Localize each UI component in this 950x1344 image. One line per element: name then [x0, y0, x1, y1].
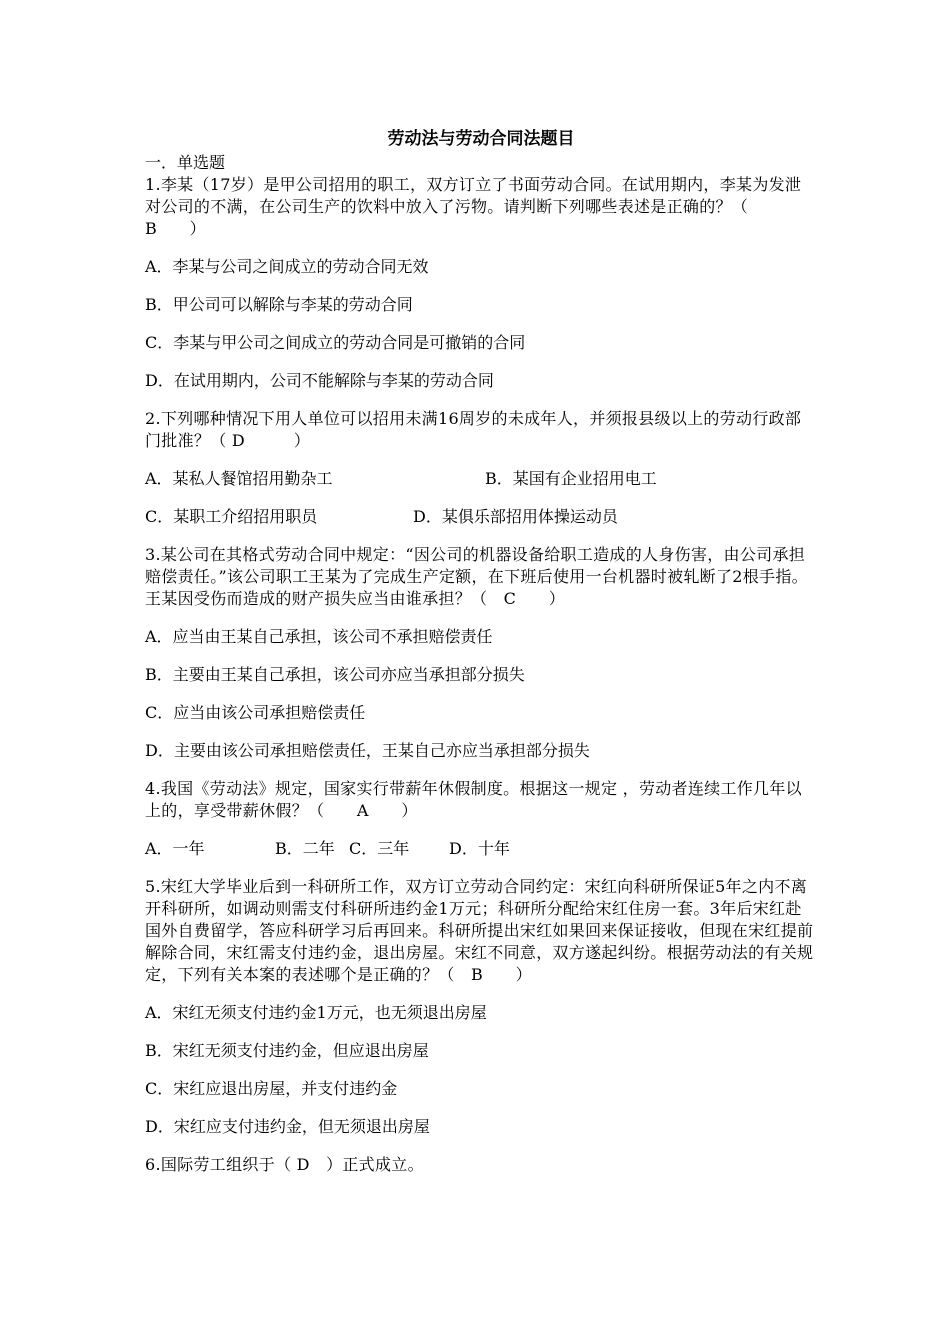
question-3-option-a: A．应当由王某自己承担，该公司不承担赔偿责任: [145, 627, 493, 646]
document-page: [145, 128, 817, 1192]
question-1-stem: 1.李某（17岁）是甲公司招用的职工，双方订立了书面劳动合同。在试用期内，李某为发泄对公司的不满，在公司生产的饮料中放入了污物。请判断下列哪些表述是正确的？（ B ）: [145, 175, 802, 238]
question-2-option-b: B．某国有企业招用电工: [485, 469, 657, 488]
question-2-options-row-2: [145, 506, 817, 528]
question-2-option-a: A．某私人餐馆招用勤杂工: [145, 469, 333, 488]
question-1-option-c: C．李某与甲公司之间成立的劳动合同是可撤销的合同: [145, 333, 526, 352]
question-4-option-d: D．十年: [449, 839, 510, 858]
question-4-option-c: C．三年: [349, 839, 410, 858]
question-1-option-a: A．李某与公司之间成立的劳动合同无效: [145, 257, 429, 276]
question-4-option-b: B．二年: [275, 839, 335, 858]
question-1-option-b: B．甲公司可以解除与李某的劳动合同: [145, 295, 413, 314]
question-4-stem: 4.我国《劳动法》规定，国家实行带薪年休假制度。根据这一规定 ，劳动者连续工作几年以上的，享受带薪休假？（ A ）: [145, 779, 802, 820]
question-3-option-c: C．应当由该公司承担赔偿责任: [145, 703, 366, 722]
question-2-options-row-1: [145, 468, 817, 490]
document-title: 劳动法与劳动合同法题目: [387, 129, 575, 149]
question-5-stem: 5.宋红大学毕业后到一科研所工作，双方订立劳动合同约定：宋红向科研所保证5年之内不离开科研所，如调动则需支付科研所违约金1万元；科研所分配给宋红住房一套。3年后宋红赴国外自费留学，答应科研学习后再回来。科研所提出宋红如果回来保证接收，但现在宋红提前解除合同，宋红需支付违约金，退出房屋。宋红不同意，双方遂起纠纷。根据劳动法的有关规定，下列有关本案的表述哪个是正确的？（ B ）: [145, 877, 814, 984]
question-3-stem: 3.某公司在其格式劳动合同中规定：“因公司的机器设备给职工造成的人身伤害，由公司承担赔偿责任。”该公司职工王某为了完成生产定额，在下班后使用一台机器时被轧断了2根手指。王某因受伤而造成的财产损失应当由谁承担？（ C ）: [145, 545, 808, 608]
section-heading: 一．单选题: [145, 153, 226, 172]
question-5-option-a: A．宋红无须支付违约金1万元，也无须退出房屋: [145, 1003, 487, 1022]
question-6-stem: 6.国际劳工组织于（ D ）正式成立。: [145, 1155, 424, 1174]
question-5-option-b: B．宋红无须支付违约金，但应退出房屋: [145, 1041, 429, 1060]
question-1-option-d: D．在试用期内，公司不能解除与李某的劳动合同: [145, 371, 494, 390]
question-3-option-b: B．主要由王某自己承担，该公司亦应当承担部分损失: [145, 665, 525, 684]
question-2-option-c: C．某职工介绍招用职员: [145, 507, 318, 526]
question-5-option-d: D．宋红应支付违约金，但无须退出房屋: [145, 1117, 430, 1136]
question-3-option-d: D．主要由该公司承担赔偿责任，王某自己亦应当承担部分损失: [145, 741, 590, 760]
question-5-option-c: C．宋红应退出房屋，并支付违约金: [145, 1079, 398, 1098]
question-2-stem: 2.下列哪种情况下用人单位可以招用未满16周岁的未成年人，并须报县级以上的劳动行政部门批准？（ D ）: [145, 409, 802, 450]
question-4-options-row: [145, 838, 817, 860]
question-4-option-a: A．一年: [145, 839, 205, 858]
question-2-option-d: D．某俱乐部招用体操运动员: [413, 507, 618, 526]
